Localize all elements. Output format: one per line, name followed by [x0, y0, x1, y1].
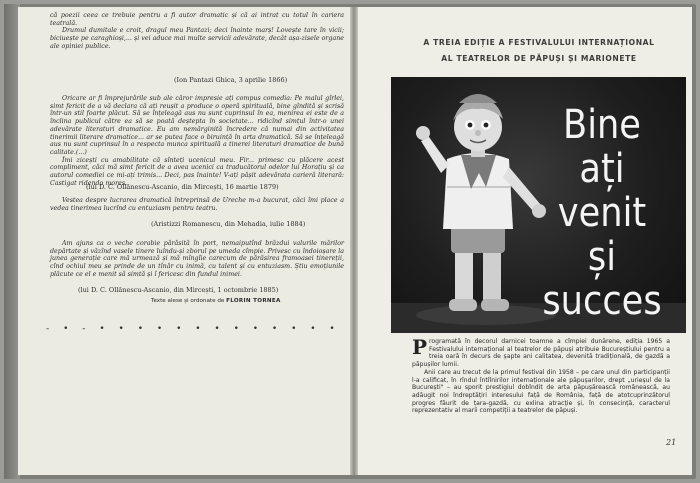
photo-title-line: și: [587, 234, 617, 280]
citation: (lui D. C. Ollănescu-Ascanio, din Mircești, 1 octombrie 1885): [78, 286, 279, 294]
drop-cap: P: [412, 335, 428, 359]
page-number: 21: [666, 438, 677, 447]
photo-title: [535, 103, 669, 323]
article-paragraph: Anii care au trecut de la primul festival din 1958 – pe care unul din participanții l-a calificat, în rîndul întîlnirilor internaționale ale păpușarilor, drept „urieșul de la București" – au sporit prestigiul dobîndit de arta păpușărească românească, au adăugit noi îndreptățiri interesului față de România, față de atotcuprinzătorul progres făurit de țara-gazdă, cu exlina atracție și, în consecință, caracterul reprezentativ al marii competiții a teatrelor de păpuși.: [412, 368, 670, 415]
credit-prefix: Texte alese și ordonate de: [151, 298, 225, 304]
letter-excerpt-1: [50, 12, 344, 51]
article-paragraph: [412, 335, 670, 369]
photo-title-line: Bine: [563, 102, 641, 148]
photo-title-line: ați venit: [557, 146, 647, 236]
editor-credit: [151, 298, 281, 304]
page-gutter: [350, 7, 358, 475]
letter-excerpt-2: [50, 95, 344, 187]
excerpt-paragraph: Drumul dumitale e croit, dragul meu Pantazi; deci înainte marș! Lovește tare în vicii; biciuește pe caraghioși,... și vei aduce mai multe servicii adevărate, decât așa-zisele organe ale opiniei publice.: [50, 27, 344, 50]
excerpt-paragraph: Îmi zicești cu amabilitate că sînteți ucenicul meu. Fir... primesc cu plăcere acest compliment, căci mă simt fericit de a avea ucenici ca traducătorul odelor lui Horațiu și ca autorul comediei ce mi-ați trimis... Deci, pas înainte! V-ați pășit adevărata carieră literară: Castigat ridendo mores.: [50, 156, 344, 187]
credit-name: FLORIN TORNEA: [226, 298, 281, 304]
article-body: [412, 335, 670, 415]
excerpt-paragraph: Oricare ar fi împrejurările sub ale căror impresie ați compus comedia: Pe malul gîrlei, simt fericit de a vă declara că ați reușit a produce o operă spirituală, bine gîndită și scrisă într-un stil foarte plăcut. Să se înțeleagă aus nu sunt cuprinsul în ea, menirea ei este de a înclina publicul către ea să se poată deștepta în societate... ridicînd simțul într-o unei adevărate literaturi dramatice. Eu am nemărginită încredere că numai din activitatea tinerimii literare dramatice... ar se putea face o biruință în arta dramatică. Să se înțeleagă aus nu sunt cuprinsul în a respecta munca spirituală a tinerei literaturi dramatice de bună calitate.(...): [50, 95, 344, 156]
citation: (Ion Pantazi Ghica, 3 aprilie 1866): [174, 76, 288, 84]
letter-excerpt-4: [50, 240, 344, 279]
excerpt-paragraph: că poezii ceea ce trebuie pentru a fi autor dramatic și că ai intrat cu totul în cariera teatrală.: [50, 12, 344, 27]
excerpt-paragraph: Am ajuns ca o veche corabie părăsită în port, nemaiputînd brăzdui valurile mărilor depărtate și văzînd vasele tinere luîndu-și zborul pe umeda cîmpie. Privesc cu îndoioșare la junea generație care mă urmează și mă mîngîie carecum de părăsirea framoasei tinereții, cînd ochiul meu se prinde de un tînăr cu inimă, cu talent și cu entuziasm. Știu emoțiunile plăcute ce el e menit să simtă și î fericesc din fundul inimei.: [50, 240, 344, 278]
puppet-photo: [391, 77, 686, 333]
citation: (Aristizzi Romanescu, din Mehadia, iulie 1884): [151, 220, 306, 228]
excerpt-paragraph: Vestea despre lucrarea dramatică întreprinsă de Ureche m-a bucurat, căci îmi place a vedea tinerimea lucrînd cu entuziasm pentru teatru.: [50, 197, 344, 212]
letter-excerpt-3: [50, 197, 344, 212]
article-heading-line1: A TREIA EDIȚIE A FESTIVALULUI INTERNAȚIONAL: [423, 38, 655, 47]
ornamental-dots: - • - • • • • • • • • • • • • •: [46, 324, 341, 334]
article-heading-line2: AL TEATRELOR DE PĂPUȘI ȘI MARIONETE: [441, 54, 637, 63]
article-paragraph-text: rogramată în decorul darnicei toamne a cîmpiei dunărene, ediția 1965 a Festivalului internațional al teatrelor de păpuși atribuie Bucureștiului pentru a treia oară în decurs de șapte ani calitatea, devenită tradițională, de gazdă a păpușilor lumii.: [412, 338, 670, 369]
citation: (lui D. C. Ollănescu-Ascanio, din Mircești, 16 martie 1879): [86, 183, 279, 191]
photo-title-line: succes: [542, 278, 662, 324]
